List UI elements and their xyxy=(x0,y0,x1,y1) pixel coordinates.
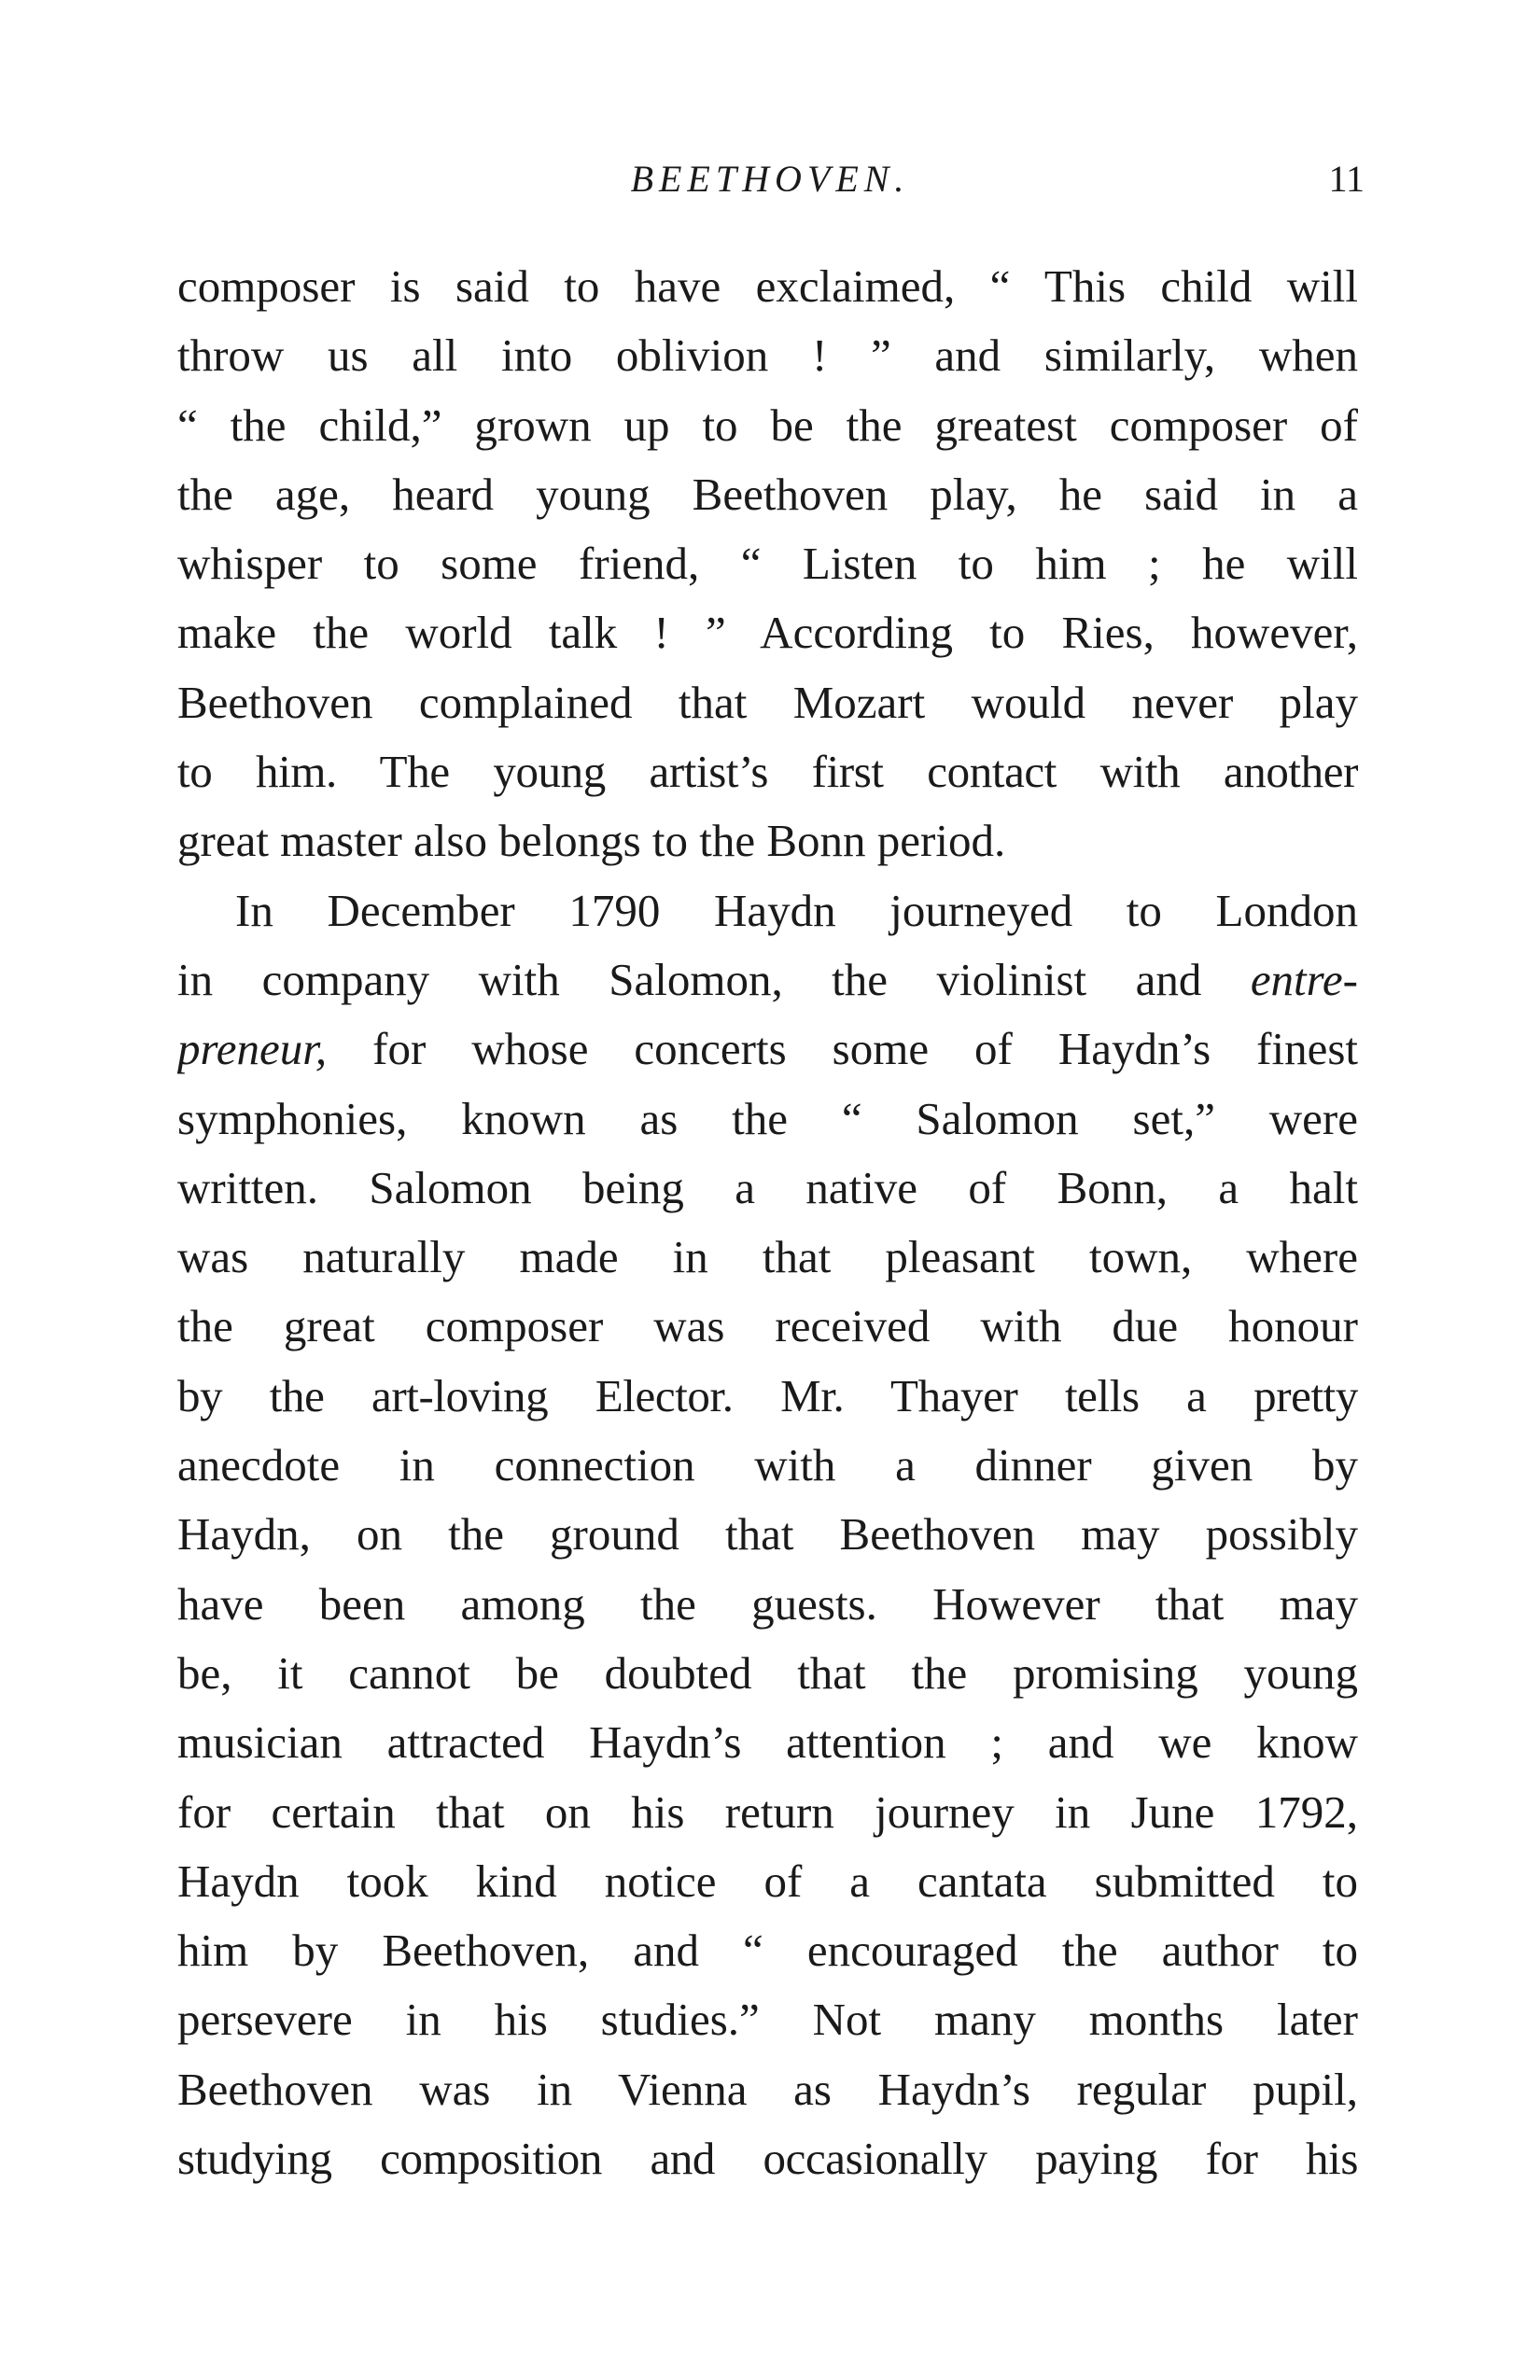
text-line: to him. The young artist’s first contact with another xyxy=(177,746,1358,798)
text-line: symphonies, known as the “ Salomon set,” were xyxy=(177,1092,1358,1144)
text-line: Beethoven complained that Mozart would never play xyxy=(177,676,1358,728)
text-line: by the art-loving Elector. Mr. Thayer tells a pretty xyxy=(177,1369,1358,1421)
text-line: the great composer was received with due honour xyxy=(177,1300,1358,1352)
text-line: written. Salomon being a native of Bonn, a halt xyxy=(177,1161,1358,1213)
text-line-part: in company with Salomon, the violinist and xyxy=(177,953,1202,1005)
italic-word: entre- xyxy=(1250,953,1358,1005)
text-line: anecdote in connection with a dinner given by xyxy=(177,1439,1358,1491)
text-line: the age, heard young Beethoven play, he said in a xyxy=(177,468,1358,520)
text-line: Haydn took kind notice of a cantata submitted to xyxy=(177,1855,1358,1907)
text-line: “ the child,” grown up to be the greatest composer of xyxy=(177,399,1358,451)
text-line: have been among the guests. However that may xyxy=(177,1577,1358,1630)
running-title: BEETHOVEN. xyxy=(630,158,910,200)
text-line: him by Beethoven, and “ encouraged the author to xyxy=(177,1925,1358,1977)
text-line: studying composition and occasionally paying for his xyxy=(177,2133,1358,2185)
text-line: Beethoven was in Vienna as Haydn’s regular pupil, xyxy=(177,2063,1358,2115)
page-number: 11 xyxy=(1328,158,1365,200)
text-line: was naturally made in that pleasant town, where xyxy=(177,1231,1358,1283)
text-line: great master also belongs to the Bonn period. xyxy=(177,815,1006,867)
body-text xyxy=(177,252,1358,2193)
text-line: persevere in his studies.” Not many months later xyxy=(177,1994,1358,2046)
text-line: musician attracted Haydn’s attention ; and we know xyxy=(177,1716,1358,1769)
text-line: composer is said to have exclaimed, “ This child will xyxy=(177,260,1358,312)
text-line xyxy=(177,945,1358,1015)
text-line: make the world talk ! ” According to Ries, however, xyxy=(177,607,1358,659)
text-line: throw us all into oblivion ! ” and similarly, when xyxy=(177,329,1358,382)
text-line-part: for whose concerts some of Haydn’s finest xyxy=(372,1023,1358,1075)
text-line: for certain that on his return journey in June 1792, xyxy=(177,1785,1358,1838)
text-line: Haydn, on the ground that Beethoven may possibly xyxy=(177,1508,1358,1561)
text-line: In December 1790 Haydn journeyed to London xyxy=(235,884,1358,936)
running-head xyxy=(0,151,1540,207)
text-line xyxy=(177,1015,1358,1084)
italic-word: preneur, xyxy=(177,1023,328,1075)
text-line: whisper to some friend, “ Listen to him ; he will xyxy=(177,538,1358,590)
text-line: be, it cannot be doubted that the promising young xyxy=(177,1646,1358,1699)
